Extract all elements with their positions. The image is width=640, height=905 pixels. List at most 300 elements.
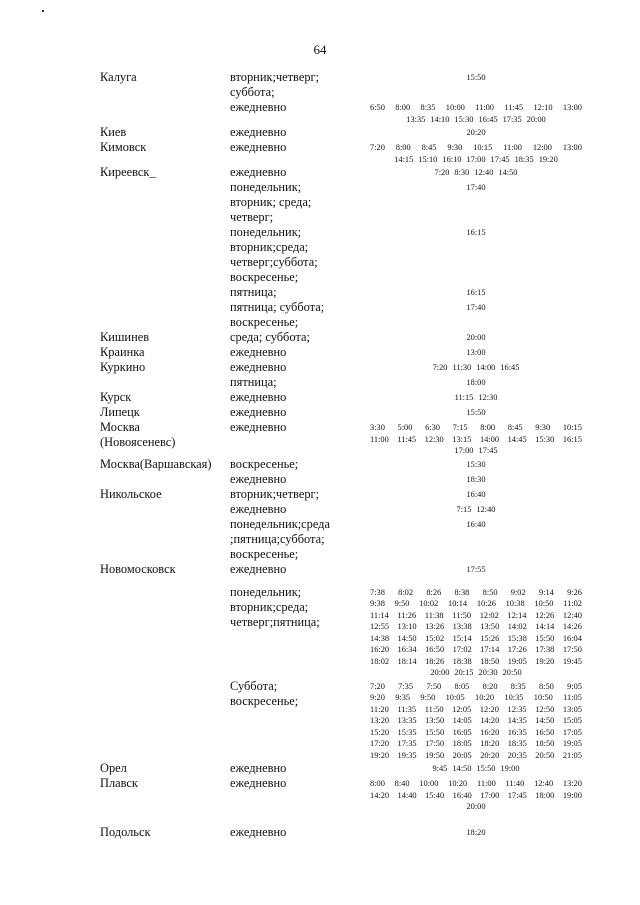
schedule-days bbox=[230, 225, 370, 285]
times-line bbox=[370, 167, 582, 179]
schedule-days bbox=[230, 457, 370, 472]
departure-times bbox=[370, 225, 582, 239]
departure-times bbox=[370, 517, 582, 531]
departure-time: 18:50 bbox=[480, 656, 500, 666]
departure-time: 11:30 bbox=[452, 363, 472, 372]
days-line: понедельник; bbox=[230, 180, 302, 194]
departure-time: 19:05 bbox=[562, 739, 582, 748]
times-line bbox=[370, 127, 582, 139]
departure-time: 10:35 bbox=[504, 693, 524, 702]
departure-time: 11:38 bbox=[424, 610, 444, 620]
times-line bbox=[370, 287, 582, 299]
scan-dot bbox=[42, 10, 44, 12]
departure-time: 20:20 bbox=[466, 128, 486, 137]
departure-time: 17:00 bbox=[454, 446, 474, 455]
departure-time: 12:35 bbox=[507, 704, 527, 714]
times-line bbox=[370, 656, 582, 668]
departure-time: 11:45 bbox=[504, 103, 524, 112]
schedule-days bbox=[230, 125, 370, 140]
days-line: вторник;среда; bbox=[230, 599, 309, 614]
departure-time: 15:50 bbox=[425, 727, 445, 737]
departure-time: 8:35 bbox=[420, 103, 436, 112]
times-line bbox=[370, 790, 582, 802]
departure-time: 19:05 bbox=[507, 656, 527, 666]
departure-time: 8:00 bbox=[395, 103, 411, 112]
departure-time: 14:50 bbox=[452, 764, 472, 773]
departure-time: 12:40 bbox=[476, 504, 496, 514]
times-line bbox=[370, 227, 582, 239]
departure-times bbox=[370, 70, 582, 84]
departure-time: 18:00 bbox=[535, 790, 555, 800]
departure-time: 3:30 bbox=[370, 423, 385, 432]
departure-time: 20:00 bbox=[466, 333, 486, 342]
departure-time: 7:20 bbox=[432, 363, 448, 372]
departure-time: 14:15 bbox=[394, 154, 414, 164]
departure-time: 16:15 bbox=[466, 288, 486, 297]
schedule-days bbox=[230, 375, 370, 390]
departure-time: 9:26 bbox=[567, 587, 582, 597]
departure-time: 8:50 bbox=[538, 681, 554, 691]
departure-times bbox=[370, 140, 582, 165]
departure-time: 17:20 bbox=[370, 739, 390, 748]
departure-time: 17:50 bbox=[562, 645, 582, 654]
times-line bbox=[370, 801, 582, 813]
departure-time: 16:50 bbox=[535, 727, 555, 737]
times-line bbox=[370, 692, 582, 704]
days-line: понедельник; bbox=[230, 225, 302, 239]
departure-time: 21:05 bbox=[562, 750, 582, 760]
departure-time: 12:40 bbox=[562, 610, 582, 620]
schedule-days bbox=[230, 761, 370, 776]
city-name bbox=[0, 405, 230, 420]
departure-times bbox=[370, 330, 582, 344]
city-line: Подольск bbox=[100, 824, 151, 839]
departure-time: 19:50 bbox=[425, 750, 445, 760]
departure-times bbox=[370, 300, 582, 314]
schedule-days bbox=[230, 420, 370, 435]
times-line bbox=[370, 459, 582, 471]
schedule-days bbox=[230, 487, 370, 502]
departure-time: 8:05 bbox=[454, 681, 470, 691]
departure-time: 9:30 bbox=[447, 143, 463, 152]
times-line bbox=[370, 504, 582, 516]
departure-time: 10:50 bbox=[534, 599, 554, 608]
times-line bbox=[370, 362, 582, 374]
departure-time: 13:15 bbox=[452, 434, 472, 444]
departure-time: 10:50 bbox=[533, 693, 553, 702]
departure-time: 18:38 bbox=[452, 656, 472, 666]
times-line bbox=[370, 621, 582, 633]
times-line bbox=[370, 778, 582, 790]
timetable-row bbox=[0, 165, 640, 180]
city-line: Кимовск bbox=[100, 140, 147, 154]
schedule-days bbox=[230, 562, 370, 577]
departure-times bbox=[370, 345, 582, 359]
timetable-row bbox=[0, 140, 640, 165]
city-name bbox=[0, 125, 230, 140]
timetable-row bbox=[0, 761, 640, 776]
city-line: (Новоясеневс) bbox=[100, 435, 176, 449]
departure-time: 18:05 bbox=[452, 739, 472, 748]
days-line: ежедневно bbox=[230, 501, 287, 516]
departure-time: 9:14 bbox=[538, 587, 554, 597]
timetable-row bbox=[0, 375, 640, 390]
times-line bbox=[370, 72, 582, 84]
times-line bbox=[370, 445, 582, 457]
departure-time: 14:50 bbox=[397, 633, 417, 643]
days-line: понедельник;среда bbox=[230, 516, 330, 531]
times-line bbox=[370, 332, 582, 344]
departure-time: 14:02 bbox=[507, 622, 527, 631]
timetable-row bbox=[0, 70, 640, 100]
city-line: Куркино bbox=[100, 360, 146, 374]
departure-times bbox=[370, 285, 582, 299]
departure-time: 20:00 bbox=[466, 802, 486, 811]
departure-time: 16:40 bbox=[452, 790, 472, 800]
city-name bbox=[0, 776, 230, 791]
departure-time: 11:02 bbox=[563, 599, 582, 608]
departure-time: 12:10 bbox=[533, 103, 553, 112]
departure-time: 15:38 bbox=[507, 633, 527, 643]
departure-time: 16:50 bbox=[425, 645, 445, 654]
departure-times bbox=[370, 562, 582, 576]
departure-time: 8:45 bbox=[421, 143, 437, 152]
departure-time: 9:45 bbox=[432, 764, 448, 773]
times-line bbox=[370, 392, 582, 404]
schedule-days bbox=[230, 502, 370, 517]
times-line bbox=[370, 750, 582, 762]
departure-time: 17:45 bbox=[478, 446, 498, 455]
departure-time: 18:30 bbox=[466, 474, 486, 484]
departure-time: 14:50 bbox=[535, 716, 555, 725]
departure-time: 11:20 bbox=[370, 704, 389, 714]
timetable-row bbox=[0, 330, 640, 345]
days-line: ежедневно bbox=[230, 165, 287, 179]
city-name bbox=[0, 345, 230, 360]
departure-time: 16:05 bbox=[452, 727, 472, 737]
departure-time: 10:20 bbox=[475, 693, 495, 702]
departure-time: 8:35 bbox=[510, 681, 526, 691]
departure-time: 13:05 bbox=[562, 704, 582, 714]
departure-time: 10:00 bbox=[419, 779, 439, 788]
departure-time: 12:30 bbox=[424, 434, 444, 444]
departure-time: 11:35 bbox=[397, 704, 417, 714]
departure-times bbox=[370, 502, 582, 516]
schedule-days bbox=[230, 330, 370, 345]
times-line bbox=[370, 347, 582, 359]
departure-time: 16:35 bbox=[507, 727, 527, 737]
schedule-days bbox=[230, 100, 370, 115]
days-line: пятница; bbox=[230, 285, 277, 299]
departure-time: 11:00 bbox=[503, 143, 522, 152]
schedule-days bbox=[230, 390, 370, 405]
departure-time: 7:15 bbox=[456, 504, 472, 514]
schedule-days bbox=[230, 300, 370, 330]
departure-time: 10:00 bbox=[445, 103, 465, 112]
departure-time: 17:38 bbox=[535, 645, 555, 654]
days-line: вторник;четверг; bbox=[230, 70, 320, 84]
schedule-days bbox=[230, 165, 370, 180]
schedule-days bbox=[230, 679, 370, 709]
times-line bbox=[370, 519, 582, 531]
days-line: ежедневно bbox=[230, 420, 287, 434]
departure-times bbox=[370, 487, 582, 501]
departure-time: 9:30 bbox=[535, 423, 551, 432]
departure-time: 14:35 bbox=[507, 716, 527, 725]
departure-time: 16:45 bbox=[500, 363, 520, 372]
departure-time: 14:10 bbox=[430, 114, 450, 124]
departure-time: 13:26 bbox=[425, 622, 445, 631]
city-line: Липецк bbox=[100, 405, 140, 419]
departure-time: 8:30 bbox=[454, 168, 470, 177]
timetable-row bbox=[0, 100, 640, 125]
times-line bbox=[370, 102, 582, 114]
departure-times bbox=[370, 825, 582, 839]
departure-time: 5:00 bbox=[397, 423, 413, 432]
departure-time: 12:00 bbox=[532, 143, 552, 152]
departure-time: 17:14 bbox=[480, 645, 500, 654]
departure-time: 10:02 bbox=[419, 599, 439, 608]
city-line: Киев bbox=[100, 125, 127, 139]
departure-time: 17:55 bbox=[466, 564, 486, 574]
city-line: Киреевск_ bbox=[100, 165, 156, 179]
departure-time: 19:00 bbox=[562, 790, 582, 800]
departure-time: 15:05 bbox=[562, 716, 582, 725]
departure-time: 17:35 bbox=[502, 114, 522, 124]
departure-time: 18:35 bbox=[507, 739, 527, 748]
city-name bbox=[0, 825, 230, 840]
departure-time: 17:35 bbox=[397, 739, 417, 748]
departure-times bbox=[370, 472, 582, 486]
departure-time: 14:14 bbox=[535, 622, 555, 631]
schedule-days bbox=[230, 472, 370, 487]
departure-time: 17:40 bbox=[466, 183, 486, 192]
departure-time: 8:26 bbox=[426, 587, 442, 597]
timetable-row bbox=[0, 390, 640, 405]
departure-time: 16:40 bbox=[466, 519, 486, 529]
departure-time: 11:00 bbox=[475, 103, 494, 112]
schedule-days bbox=[230, 405, 370, 420]
times-line bbox=[370, 715, 582, 727]
city-name bbox=[0, 487, 230, 502]
schedule-days bbox=[230, 776, 370, 791]
days-line: ежедневно bbox=[230, 405, 287, 419]
departure-time: 10:20 bbox=[448, 779, 468, 788]
departure-time: 14:20 bbox=[370, 790, 390, 800]
departure-time: 13:35 bbox=[406, 114, 426, 124]
departure-time: 7:15 bbox=[452, 423, 468, 432]
departure-times bbox=[370, 761, 582, 775]
city-name bbox=[0, 360, 230, 375]
timetable-row bbox=[0, 487, 640, 502]
departure-time: 19:00 bbox=[500, 764, 520, 773]
departure-time: 20:15 bbox=[454, 668, 474, 677]
city-name bbox=[0, 330, 230, 345]
timetable-row bbox=[0, 345, 640, 360]
departure-time: 18:20 bbox=[480, 739, 500, 748]
departure-time: 17:00 bbox=[480, 790, 500, 800]
timetable-row bbox=[0, 679, 640, 762]
departure-time: 17:26 bbox=[507, 645, 527, 654]
days-line: вторник; среда; bbox=[230, 195, 312, 209]
times-line bbox=[370, 763, 582, 775]
departure-time: 14:45 bbox=[507, 434, 527, 444]
schedule-days bbox=[230, 70, 370, 100]
departure-time: 14:05 bbox=[452, 716, 472, 725]
timetable-row bbox=[0, 776, 640, 813]
departure-time: 16:10 bbox=[442, 154, 462, 164]
departure-time: 11:00 bbox=[477, 779, 496, 788]
departure-time: 16:40 bbox=[466, 489, 486, 499]
schedule-days bbox=[230, 360, 370, 375]
departure-time: 10:14 bbox=[448, 599, 468, 608]
departure-time: 20:50 bbox=[535, 750, 555, 760]
departure-time: 20:50 bbox=[502, 668, 522, 677]
schedule-days bbox=[230, 180, 370, 225]
departure-time: 8:40 bbox=[394, 779, 410, 788]
times-line bbox=[370, 154, 582, 166]
departure-time: 19:20 bbox=[538, 154, 558, 164]
timetable-row bbox=[0, 585, 640, 679]
days-line: четверг;пятница; bbox=[230, 614, 320, 629]
departure-time: 17:02 bbox=[452, 645, 472, 654]
city-name bbox=[0, 70, 230, 85]
departure-time: 15:50 bbox=[535, 633, 555, 643]
days-line: ежедневно bbox=[230, 776, 287, 790]
days-line: ежедневно bbox=[230, 125, 287, 139]
city-line: Никольское bbox=[100, 486, 162, 501]
times-line bbox=[370, 302, 582, 314]
departure-time: 9:20 bbox=[370, 693, 385, 702]
departure-time: 11:50 bbox=[424, 704, 444, 714]
times-line bbox=[370, 377, 582, 389]
city-line: Москва(Варшавская) bbox=[100, 456, 212, 471]
departure-time: 8:50 bbox=[482, 587, 498, 597]
days-line: ежедневно bbox=[230, 100, 287, 114]
days-line: воскресенье; bbox=[230, 456, 299, 471]
days-line: ежедневно bbox=[230, 140, 287, 154]
departure-time: 13:35 bbox=[397, 716, 417, 725]
days-line: пятница; суббота; bbox=[230, 300, 325, 314]
departure-times bbox=[370, 405, 582, 419]
departure-time: 20:00 bbox=[526, 114, 546, 124]
departure-time: 11:05 bbox=[563, 693, 582, 702]
days-line: ежедневно bbox=[230, 345, 287, 359]
departure-time: 14:38 bbox=[370, 633, 390, 643]
departure-time: 18:14 bbox=[397, 656, 417, 666]
timetable bbox=[0, 70, 640, 840]
timetable-row bbox=[0, 180, 640, 225]
departure-time: 18:20 bbox=[466, 827, 486, 837]
days-line: ежедневно bbox=[230, 471, 287, 486]
departure-time: 11:15 bbox=[454, 393, 474, 402]
departure-time: 13:20 bbox=[370, 716, 390, 725]
departure-time: 13:38 bbox=[452, 622, 472, 631]
times-line bbox=[370, 598, 582, 610]
days-line: вторник;среда; bbox=[230, 240, 309, 254]
departure-time: 7:20 bbox=[370, 143, 385, 152]
timetable-row bbox=[0, 472, 640, 487]
departure-time: 12:05 bbox=[452, 704, 472, 714]
schedule-days bbox=[230, 825, 370, 840]
times-line bbox=[370, 489, 582, 501]
city-name bbox=[0, 165, 230, 180]
departure-time: 19:45 bbox=[562, 656, 582, 666]
city-name bbox=[0, 457, 230, 472]
timetable-row bbox=[0, 562, 640, 577]
departure-times bbox=[370, 420, 582, 457]
times-line bbox=[370, 114, 582, 126]
departure-times bbox=[370, 165, 582, 179]
city-line: Новомосковск bbox=[100, 561, 176, 576]
departure-time: 8:00 bbox=[395, 143, 411, 152]
city-line: Краинка bbox=[100, 345, 145, 359]
timetable-row bbox=[0, 405, 640, 420]
timetable-row bbox=[0, 125, 640, 140]
departure-time: 9:02 bbox=[510, 587, 526, 597]
departure-time: 8:38 bbox=[454, 587, 470, 597]
departure-time: 18:26 bbox=[425, 656, 445, 666]
days-line: воскресенье; bbox=[230, 693, 299, 708]
timetable-row bbox=[0, 825, 640, 840]
departure-time: 17:45 bbox=[490, 154, 510, 164]
departure-times bbox=[370, 457, 582, 471]
departure-time: 19:35 bbox=[397, 750, 417, 760]
times-line bbox=[370, 587, 582, 599]
departure-times bbox=[370, 360, 582, 374]
times-line bbox=[370, 644, 582, 656]
departure-time: 20:30 bbox=[478, 668, 498, 677]
city-line: Кишинев bbox=[100, 330, 150, 344]
departure-time: 10:26 bbox=[476, 599, 496, 608]
days-line: пятница; bbox=[230, 375, 277, 389]
departure-time: 16:20 bbox=[480, 727, 500, 737]
departure-time: 15:26 bbox=[480, 633, 500, 643]
departure-time: 15:10 bbox=[418, 154, 438, 164]
departure-time: 15:14 bbox=[452, 633, 472, 643]
days-line: четверг; bbox=[230, 210, 274, 224]
departure-times bbox=[370, 100, 582, 125]
departure-time: 8:02 bbox=[398, 587, 414, 597]
departure-time: 18:35 bbox=[514, 154, 534, 164]
departure-time: 12:40 bbox=[474, 168, 494, 177]
times-line bbox=[370, 681, 582, 693]
departure-time: 17:05 bbox=[562, 727, 582, 737]
departure-time: 20:00 bbox=[430, 668, 450, 677]
departure-time: 7:20 bbox=[434, 168, 450, 177]
departure-time: 13:00 bbox=[466, 348, 486, 357]
times-line bbox=[370, 434, 582, 446]
departure-time: 11:40 bbox=[505, 779, 525, 788]
times-line bbox=[370, 633, 582, 645]
departure-time: 9:35 bbox=[395, 693, 411, 702]
times-line bbox=[370, 474, 582, 486]
departure-time: 13:50 bbox=[480, 622, 500, 631]
times-line bbox=[370, 422, 582, 434]
departure-time: 9:38 bbox=[370, 599, 385, 608]
departure-time: 18:00 bbox=[466, 378, 486, 387]
departure-time: 20:05 bbox=[452, 750, 472, 760]
departure-time: 10:15 bbox=[562, 423, 582, 432]
timetable-row bbox=[0, 300, 640, 330]
departure-time: 17:00 bbox=[466, 154, 486, 164]
times-line bbox=[370, 827, 582, 839]
departure-time: 19:20 bbox=[535, 656, 555, 666]
departure-time: 7:50 bbox=[426, 681, 442, 691]
page-number: 64 bbox=[313, 42, 327, 57]
times-line bbox=[370, 142, 582, 154]
departure-time: 16:20 bbox=[370, 645, 390, 654]
